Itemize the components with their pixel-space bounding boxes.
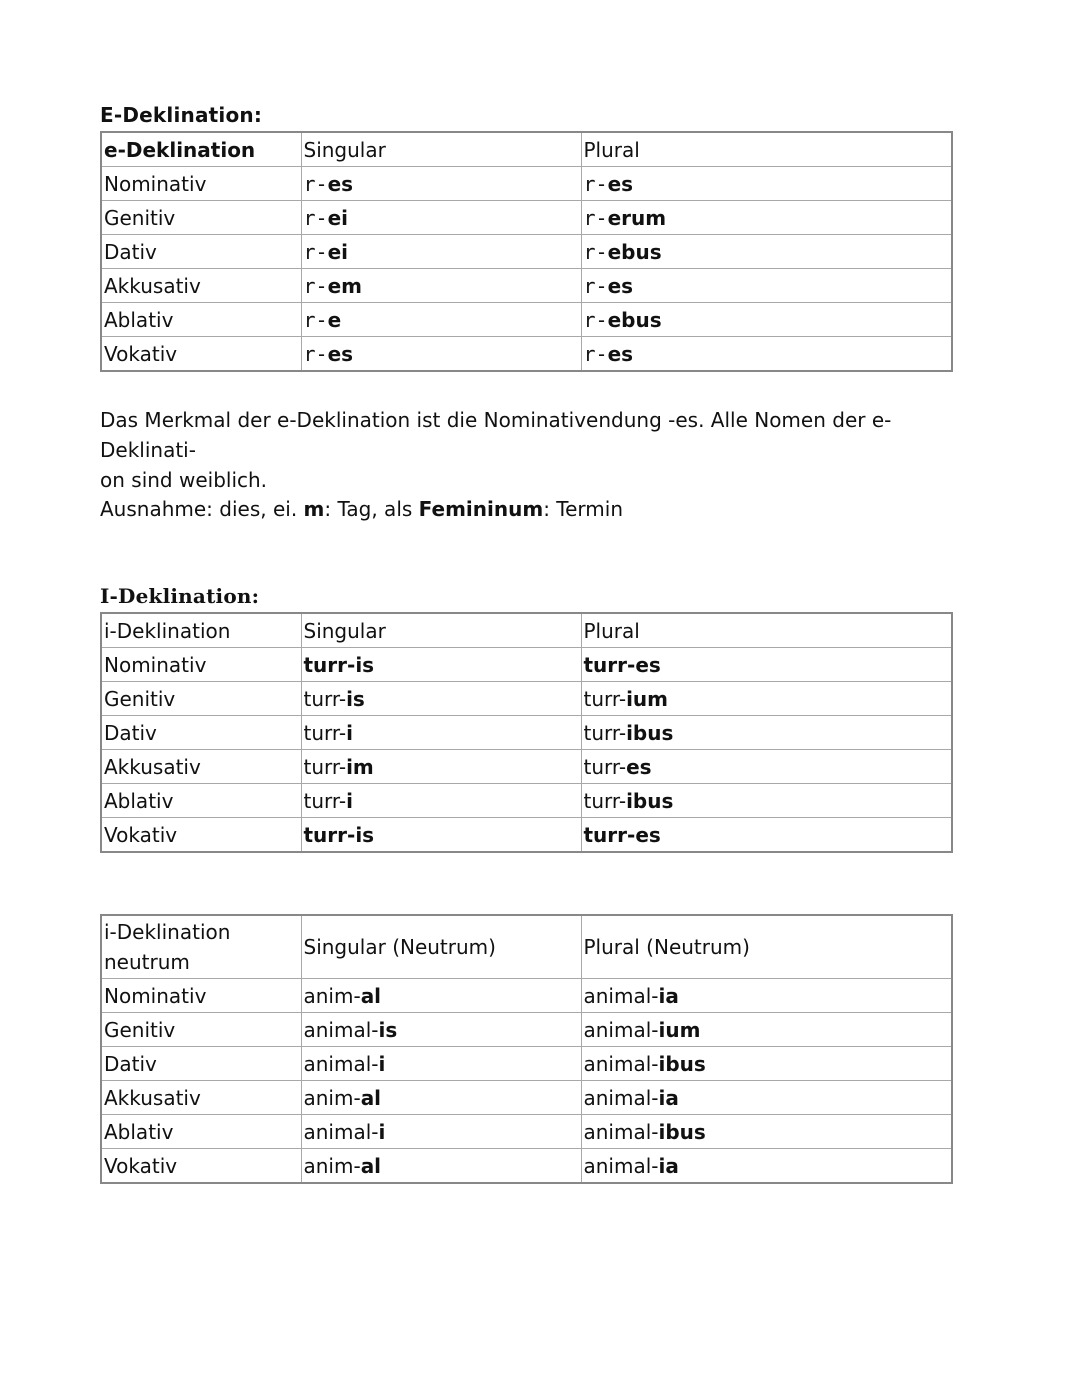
ending: al xyxy=(360,1153,382,1178)
ending: erum xyxy=(607,205,667,230)
ending: ium xyxy=(626,686,668,711)
header-cell-singular: Singular (Neutrum) xyxy=(301,915,581,979)
ending: ibus xyxy=(626,720,674,745)
ending: es xyxy=(607,273,634,298)
case-cell: Vokativ xyxy=(101,337,301,372)
stem: animal- xyxy=(583,983,659,1008)
stem: anim- xyxy=(303,1085,361,1110)
case-cell: Vokativ xyxy=(101,1149,301,1184)
ending: is xyxy=(378,1017,398,1042)
stem: turr- xyxy=(583,686,627,711)
header-cell-declension xyxy=(101,915,301,979)
singular-cell xyxy=(301,303,581,337)
case-cell: Ablativ xyxy=(101,303,301,337)
ending: ei xyxy=(327,205,349,230)
plural-cell xyxy=(581,682,952,716)
ending: i xyxy=(378,1119,386,1144)
stem: r- xyxy=(303,341,328,366)
case-cell: Genitiv xyxy=(101,201,301,235)
singular-cell xyxy=(301,1115,581,1149)
plural-cell xyxy=(581,269,952,303)
table-row xyxy=(101,201,952,235)
e-deklination-note xyxy=(100,405,980,495)
table-row xyxy=(101,337,952,372)
header-cell-declension: i-Deklination xyxy=(101,613,301,648)
stem: turr- xyxy=(303,754,347,779)
singular-cell xyxy=(301,750,581,784)
case-cell: Genitiv xyxy=(101,682,301,716)
exception-note xyxy=(100,494,980,524)
case-cell: Genitiv xyxy=(101,1013,301,1047)
table-header-row xyxy=(101,915,952,979)
table-row xyxy=(101,1081,952,1115)
i-deklination-neutrum-table xyxy=(100,914,953,1184)
header-cell-singular: Singular xyxy=(301,613,581,648)
table-row xyxy=(101,1047,952,1081)
i-deklination-table xyxy=(100,612,953,853)
ending: ia xyxy=(658,1153,679,1178)
singular-cell xyxy=(301,1081,581,1115)
note-line: on sind weiblich. xyxy=(100,468,268,492)
case-cell: Nominativ xyxy=(101,648,301,682)
ending: ia xyxy=(658,1085,679,1110)
stem: r- xyxy=(303,205,328,230)
singular-cell xyxy=(301,682,581,716)
singular-cell xyxy=(301,784,581,818)
header-cell-singular: Singular xyxy=(301,132,581,167)
plural-cell xyxy=(581,303,952,337)
case-cell: Nominativ xyxy=(101,979,301,1013)
plural-cell xyxy=(581,1149,952,1184)
plural-cell xyxy=(581,235,952,269)
table-row xyxy=(101,269,952,303)
header-cell-plural: Plural xyxy=(581,132,952,167)
singular-cell xyxy=(301,167,581,201)
ending: is xyxy=(346,686,365,711)
stem: anim- xyxy=(303,1153,361,1178)
exception-middle: : Tag, als xyxy=(324,497,419,521)
plural-cell xyxy=(581,979,952,1013)
stem: animal- xyxy=(583,1153,659,1178)
ending: ebus xyxy=(607,307,662,332)
singular-cell xyxy=(301,269,581,303)
case-cell: Vokativ xyxy=(101,818,301,853)
table-row xyxy=(101,1013,952,1047)
ending: ibus xyxy=(626,788,674,813)
stem: turr- xyxy=(303,788,347,813)
ending: es xyxy=(327,171,354,196)
case-cell: Dativ xyxy=(101,1047,301,1081)
e-deklination-heading: E-Deklination: xyxy=(100,103,263,127)
ending: i xyxy=(378,1051,386,1076)
table-header-row xyxy=(101,613,952,648)
plural-cell xyxy=(581,1115,952,1149)
stem: r- xyxy=(583,307,608,332)
plural-cell xyxy=(581,1047,952,1081)
stem: animal- xyxy=(583,1017,659,1042)
table-row xyxy=(101,682,952,716)
stem: anim- xyxy=(303,983,361,1008)
plural-cell xyxy=(581,1013,952,1047)
table-row xyxy=(101,1149,952,1184)
stem: animal- xyxy=(303,1017,379,1042)
stem: animal- xyxy=(583,1085,659,1110)
header-cell-plural: Plural xyxy=(581,613,952,648)
stem: r- xyxy=(303,171,328,196)
header-line: i-Deklination xyxy=(104,920,231,944)
ending: i xyxy=(346,720,353,745)
e-deklination-table xyxy=(100,131,953,372)
ending: i xyxy=(346,788,353,813)
ending: es xyxy=(607,171,634,196)
plural-cell: turr-es xyxy=(581,648,952,682)
singular-cell: turr-is xyxy=(301,818,581,853)
ending: ei xyxy=(327,239,349,264)
table-row xyxy=(101,303,952,337)
table-row xyxy=(101,167,952,201)
table-row xyxy=(101,648,952,682)
stem: turr- xyxy=(583,754,627,779)
singular-cell xyxy=(301,979,581,1013)
singular-cell xyxy=(301,1047,581,1081)
plural-cell xyxy=(581,167,952,201)
stem: animal- xyxy=(583,1119,659,1144)
plural-cell xyxy=(581,716,952,750)
plural-cell xyxy=(581,750,952,784)
case-cell: Ablativ xyxy=(101,1115,301,1149)
i-deklination-heading: I-Deklination: xyxy=(100,584,260,608)
ending: es xyxy=(327,341,354,366)
singular-cell xyxy=(301,1149,581,1184)
exception-feminine-label: Femininum xyxy=(418,497,544,521)
stem: turr- xyxy=(303,686,347,711)
ending: ium xyxy=(658,1017,701,1042)
ending: al xyxy=(360,1085,382,1110)
ending: ia xyxy=(658,983,679,1008)
table-row xyxy=(101,1115,952,1149)
stem: turr- xyxy=(303,720,347,745)
ending: ibus xyxy=(658,1119,706,1144)
case-cell: Akkusativ xyxy=(101,1081,301,1115)
case-cell: Ablativ xyxy=(101,784,301,818)
case-cell: Nominativ xyxy=(101,167,301,201)
ending: es xyxy=(626,754,652,779)
ending: es xyxy=(607,341,634,366)
stem: r- xyxy=(303,307,328,332)
note-line: Das Merkmal der e-Deklination ist die Nominativendung -es. Alle Nomen der e-Deklinati- xyxy=(100,408,892,462)
stem: animal- xyxy=(583,1051,659,1076)
plural-cell xyxy=(581,784,952,818)
ending: im xyxy=(346,754,374,779)
header-cell-plural: Plural (Neutrum) xyxy=(581,915,952,979)
stem: animal- xyxy=(303,1119,379,1144)
singular-cell xyxy=(301,716,581,750)
singular-cell: turr-is xyxy=(301,648,581,682)
stem: r- xyxy=(583,205,608,230)
plural-cell xyxy=(581,1081,952,1115)
table-row xyxy=(101,716,952,750)
stem: turr- xyxy=(583,788,627,813)
ending: ebus xyxy=(607,239,662,264)
stem: r- xyxy=(583,171,608,196)
header-line: neutrum xyxy=(104,950,190,974)
plural-cell: turr-es xyxy=(581,818,952,853)
table-header-row xyxy=(101,132,952,167)
singular-cell xyxy=(301,1013,581,1047)
case-cell: Akkusativ xyxy=(101,750,301,784)
stem: turr- xyxy=(583,720,627,745)
plural-cell xyxy=(581,201,952,235)
table-row xyxy=(101,818,952,853)
table-row xyxy=(101,750,952,784)
stem: r- xyxy=(583,273,608,298)
header-cell-declension: e-Deklination xyxy=(101,132,301,167)
stem: r- xyxy=(583,239,608,264)
ending: al xyxy=(360,983,382,1008)
plural-cell xyxy=(581,337,952,372)
ending: ibus xyxy=(658,1051,706,1076)
singular-cell xyxy=(301,201,581,235)
ending: e xyxy=(327,307,342,332)
stem: r- xyxy=(303,239,328,264)
case-cell: Dativ xyxy=(101,716,301,750)
exception-masculine-label: m xyxy=(303,497,325,521)
table-row xyxy=(101,979,952,1013)
stem: r- xyxy=(303,273,328,298)
table-row xyxy=(101,235,952,269)
case-cell: Dativ xyxy=(101,235,301,269)
table-row xyxy=(101,784,952,818)
exception-prefix: Ausnahme: dies, ei. xyxy=(100,497,304,521)
singular-cell xyxy=(301,235,581,269)
case-cell: Akkusativ xyxy=(101,269,301,303)
stem: r- xyxy=(583,341,608,366)
ending: em xyxy=(327,273,362,298)
stem: animal- xyxy=(303,1051,379,1076)
exception-suffix: : Termin xyxy=(543,497,623,521)
singular-cell xyxy=(301,337,581,372)
